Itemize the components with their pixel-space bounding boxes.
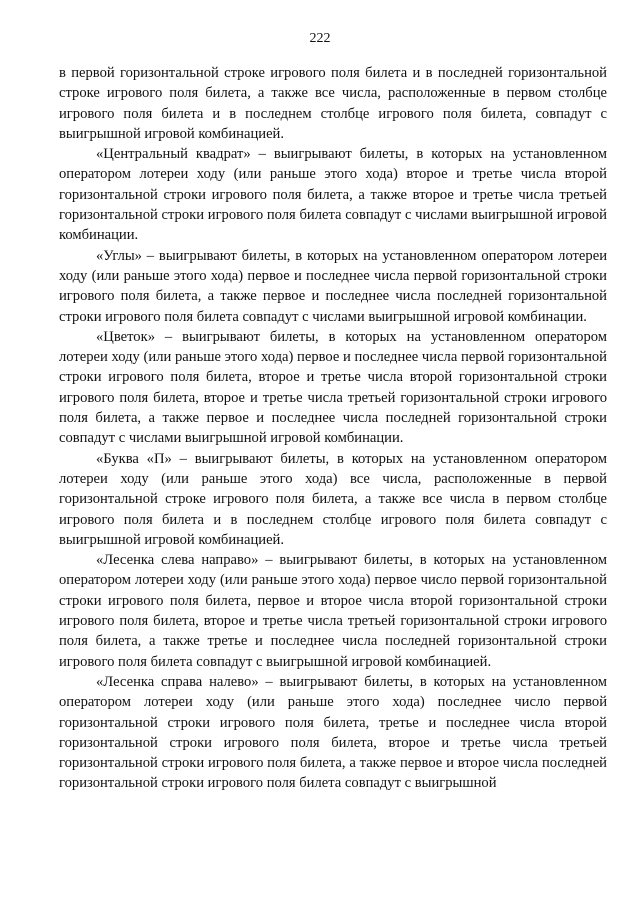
body-text	[59, 63, 607, 794]
paragraph-flower: «Цветок» – выигрывают билеты, в которых на установленном оператором лотереи ходу (или раньше этого хода) первое и последнее числа первой горизонтальной строки игрового поля билета, второе и третье числа второй горизонтальной строки игрового поля билета, второе и третье числа третьей горизонтальной строки игрового поля билета, а также первое и последнее числа последней горизонтальной строки совпадут с числами выигрышной игровой комбинации.	[59, 328, 607, 447]
page-number: 222	[309, 31, 331, 46]
paragraph-ladder-right-left: «Лесенка справа налево» – выигрывают билеты, в которых на установленном оператором лотереи ходу (или раньше этого хода) последнее число первой горизонтальной строки игрового поля билета, третье и последнее числа второй горизонтальной строки игрового поля билета, второе и третье числа третьей горизонтальной строки игрового поля билета, а также первое и второе числа последней горизонтальной строки игрового поля билета совпадут с выигрышной	[59, 673, 607, 792]
paragraph-central-square: «Центральный квадрат» – выигрывают билеты, в которых на установленном оператором лотереи ходу (или раньше этого хода) второе и третье числа второй горизонтальной строки игрового поля билета, а также второе и третье числа третьей горизонтальной строки игрового поля билета совпадут с числами выигрышной игровой комбинации.	[59, 146, 607, 244]
paragraph-ladder-left-right: «Лесенка слева направо» – выигрывают билеты, в которых на установленном оператором лотереи ходу (или раньше этого хода) первое число первой горизонтальной строки игрового поля билета, первое и второе числа второй горизонтальной строки игрового поля билета, второе и третье числа третьей горизонтальной строки игрового поля билета, а также третье и последнее числа последней горизонтальной строки игрового поля билета совпадут с выигрышной игровой комбинацией.	[59, 552, 607, 670]
paragraph-continuation: в первой горизонтальной строке игрового поля билета и в последней горизонтальной строке игрового поля билета, а также все числа, расположенные в первом столбце игрового поля билета и в последнем столбце игрового поля билета, совпадут с выигрышной игровой комбинацией.	[59, 65, 607, 142]
paragraph-corners: «Углы» – выигрывают билеты, в которых на установленном оператором лотереи ходу (или раньше этого хода) первое и последнее числа первой горизонтальной строки игрового поля билета, а также первое и последнее числа последней горизонтальной строки игрового поля билета совпадут с числами выигрышной игровой комбинации.	[59, 247, 607, 325]
paragraph-letter-p: «Буква «П» – выигрывают билеты, в которых на установленном оператором лотереи ходу (или раньше этого хода) все числа, расположенные в первой горизонтальной строке игрового поля билета, а также все числа в первом столбце игрового поля билета и в последнем столбце игрового поля билета совпадут с выигрышной игровой комбинацией.	[59, 450, 607, 548]
